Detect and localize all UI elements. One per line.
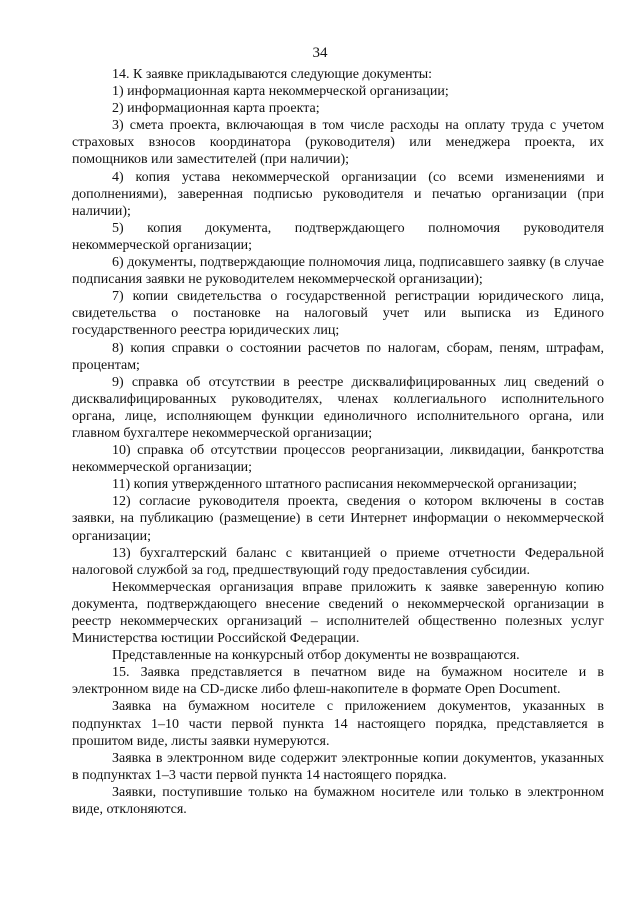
- paragraph-not-returned: Представленные на конкурсный отбор документы не возвращаются.: [112, 648, 520, 664]
- paragraph-paper-application: Заявка на бумажном носителе с приложением документов, указанных в подпунктах 1–10 части первой пункта 14 настоящего порядка, представляется в прошитом виде, листы заявки нумеруются.: [72, 699, 604, 749]
- paragraph-rejection: Заявки, поступившие только на бумажном носителе или только в электронном виде, отклоняются.: [72, 784, 604, 818]
- list-item-13: 13) бухгалтерский баланс с квитанцией о приеме отчетности Федеральной налоговой службой за год, предшествующий году предоставления субсидии.: [72, 545, 604, 578]
- list-item-7: 7) копии свидетельства о государственной регистрации юридического лица, свидетельства о постановке на налоговый учет или выписка из Единого государственного реестра юридических лиц;: [72, 289, 604, 339]
- list-item-5: 5) копия документа, подтверждающего полномочия руководителя некоммерческой организации;: [72, 220, 604, 253]
- list-item-12: 12) согласие руководителя проекта, сведения о котором включены в состав заявки, на публикацию (размещение) в сети Интернет информации о некоммерческой организации;: [72, 494, 604, 544]
- list-item-2: 2) информационная карта проекта;: [112, 101, 320, 117]
- list-item-11: 11) копия утвержденного штатного расписания некоммерческой организации;: [112, 477, 577, 493]
- paragraph-electronic-application: Заявка в электронном виде содержит электронные копии документов, указанных в подпунктах 1–3 части первой пункта 14 настоящего порядка.: [72, 750, 604, 783]
- paragraph-15-heading: 15. Заявка представляется в печатном виде на бумажном носителе и в электронном виде на CD-диске либо флеш-накопителе в формате Open Document.: [72, 665, 604, 698]
- document-body: [72, 66, 604, 818]
- page-number: 34: [312, 45, 328, 61]
- list-item-10: 10) справка об отсутствии процессов реорганизации, ликвидации, банкротства некоммерческой организации;: [72, 443, 604, 476]
- list-item-1: 1) информационная карта некоммерческой организации;: [112, 84, 449, 100]
- list-item-6: 6) документы, подтверждающие полномочия лица, подписавшего заявку (в случае подписания заявки не руководителем некоммерческой организации);: [72, 255, 604, 288]
- list-item-3: 3) смета проекта, включающая в том числе расходы на оплату труда с учетом страховых взносов координатора (руководителя) или менеджера проекта, их помощников или заместителей (при наличии);: [72, 118, 604, 168]
- list-item-8: 8) копия справки о состоянии расчетов по налогам, сборам, пеням, штрафам, процентам;: [72, 340, 604, 373]
- list-item-4: 4) копия устава некоммерческой организации (со всеми изменениями и дополнениями), заверенная подписью руководителя и печатью организации (при наличии);: [72, 169, 604, 219]
- list-item-9: 9) справка об отсутствии в реестре дисквалифицированных лиц сведений о дисквалифицированных руководителях, членах коллегиального исполнительного органа, лице, исполняющем функции единоличного исполнительного органа, или главном бухгалтере некоммерческой организации;: [72, 374, 604, 441]
- paragraph-14-heading: 14. К заявке прикладываются следующие документы:: [112, 67, 432, 82]
- paragraph-registry-copy: Некоммерческая организация вправе приложить к заявке заверенную копию документа, подтверждающего внесение сведений о некоммерческой организации в реестр некоммерческих организаций – исполнителей общественно полезных услуг Министерства юстиции Российской Федерации.: [72, 579, 604, 647]
